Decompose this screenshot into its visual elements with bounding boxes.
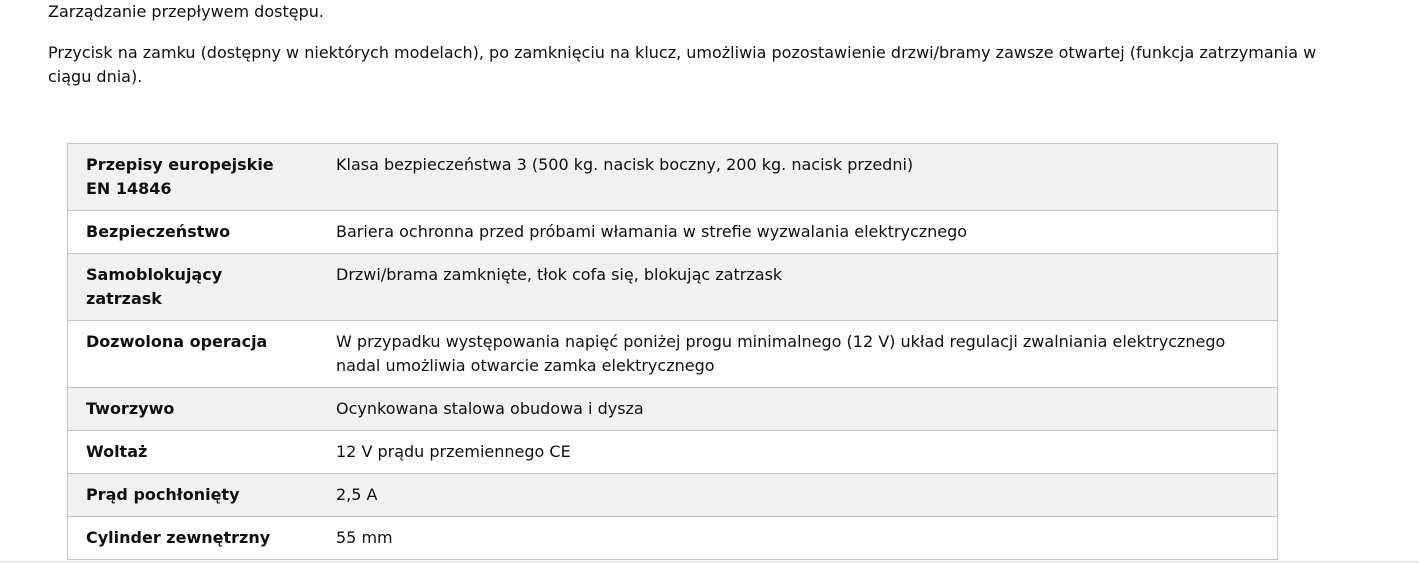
table-row bbox=[68, 517, 1278, 560]
spec-value: Ocynkowana stalowa obudowa i dysza bbox=[320, 388, 1278, 431]
spec-value: 55 mm bbox=[320, 517, 1278, 560]
table-row bbox=[68, 254, 1278, 321]
table-row bbox=[68, 321, 1278, 388]
spec-label: Tworzywo bbox=[68, 388, 321, 431]
spec-value: Drzwi/brama zamknięte, tłok cofa się, blokując zatrzask bbox=[320, 254, 1278, 321]
spec-label: Dozwolona operacja bbox=[68, 321, 321, 388]
section-divider bbox=[0, 561, 1419, 562]
table-row bbox=[68, 474, 1278, 517]
description-line: Zarządzanie przepływem dostępu. bbox=[48, 2, 324, 21]
spec-value: W przypadku występowania napięć poniżej progu minimalnego (12 V) układ regulacji zwalniania elektrycznego nadal umożliwia otwarcie zamka elektrycznego bbox=[320, 321, 1278, 388]
spec-value: 12 V prądu przemiennego CE bbox=[320, 431, 1278, 474]
spec-label: Prąd pochłonięty bbox=[68, 474, 321, 517]
spec-value: 2,5 A bbox=[320, 474, 1278, 517]
spec-label: Cylinder zewnętrzny bbox=[68, 517, 321, 560]
product-description bbox=[48, 0, 1338, 89]
table-row bbox=[68, 388, 1278, 431]
table-row bbox=[68, 431, 1278, 474]
spec-label: Bezpieczeństwo bbox=[68, 211, 321, 254]
table-row bbox=[68, 211, 1278, 254]
spec-value: Bariera ochronna przed próbami włamania w strefie wyzwalania elektrycznego bbox=[320, 211, 1278, 254]
spec-value: Klasa bezpieczeństwa 3 (500 kg. nacisk boczny, 200 kg. nacisk przedni) bbox=[320, 144, 1278, 211]
table-row bbox=[68, 144, 1278, 211]
description-paragraph: Przycisk na zamku (dostępny w niektórych modelach), po zamknięciu na klucz, umożliwia pozostawienie drzwi/bramy zawsze otwartej (funkcja zatrzymania w ciągu dnia). bbox=[48, 43, 1317, 86]
spec-label: Samoblokujący zatrzask bbox=[68, 254, 321, 321]
specifications-table bbox=[67, 143, 1278, 560]
spec-label: Przepisy europejskie EN 14846 bbox=[68, 144, 321, 211]
spec-label: Woltaż bbox=[68, 431, 321, 474]
